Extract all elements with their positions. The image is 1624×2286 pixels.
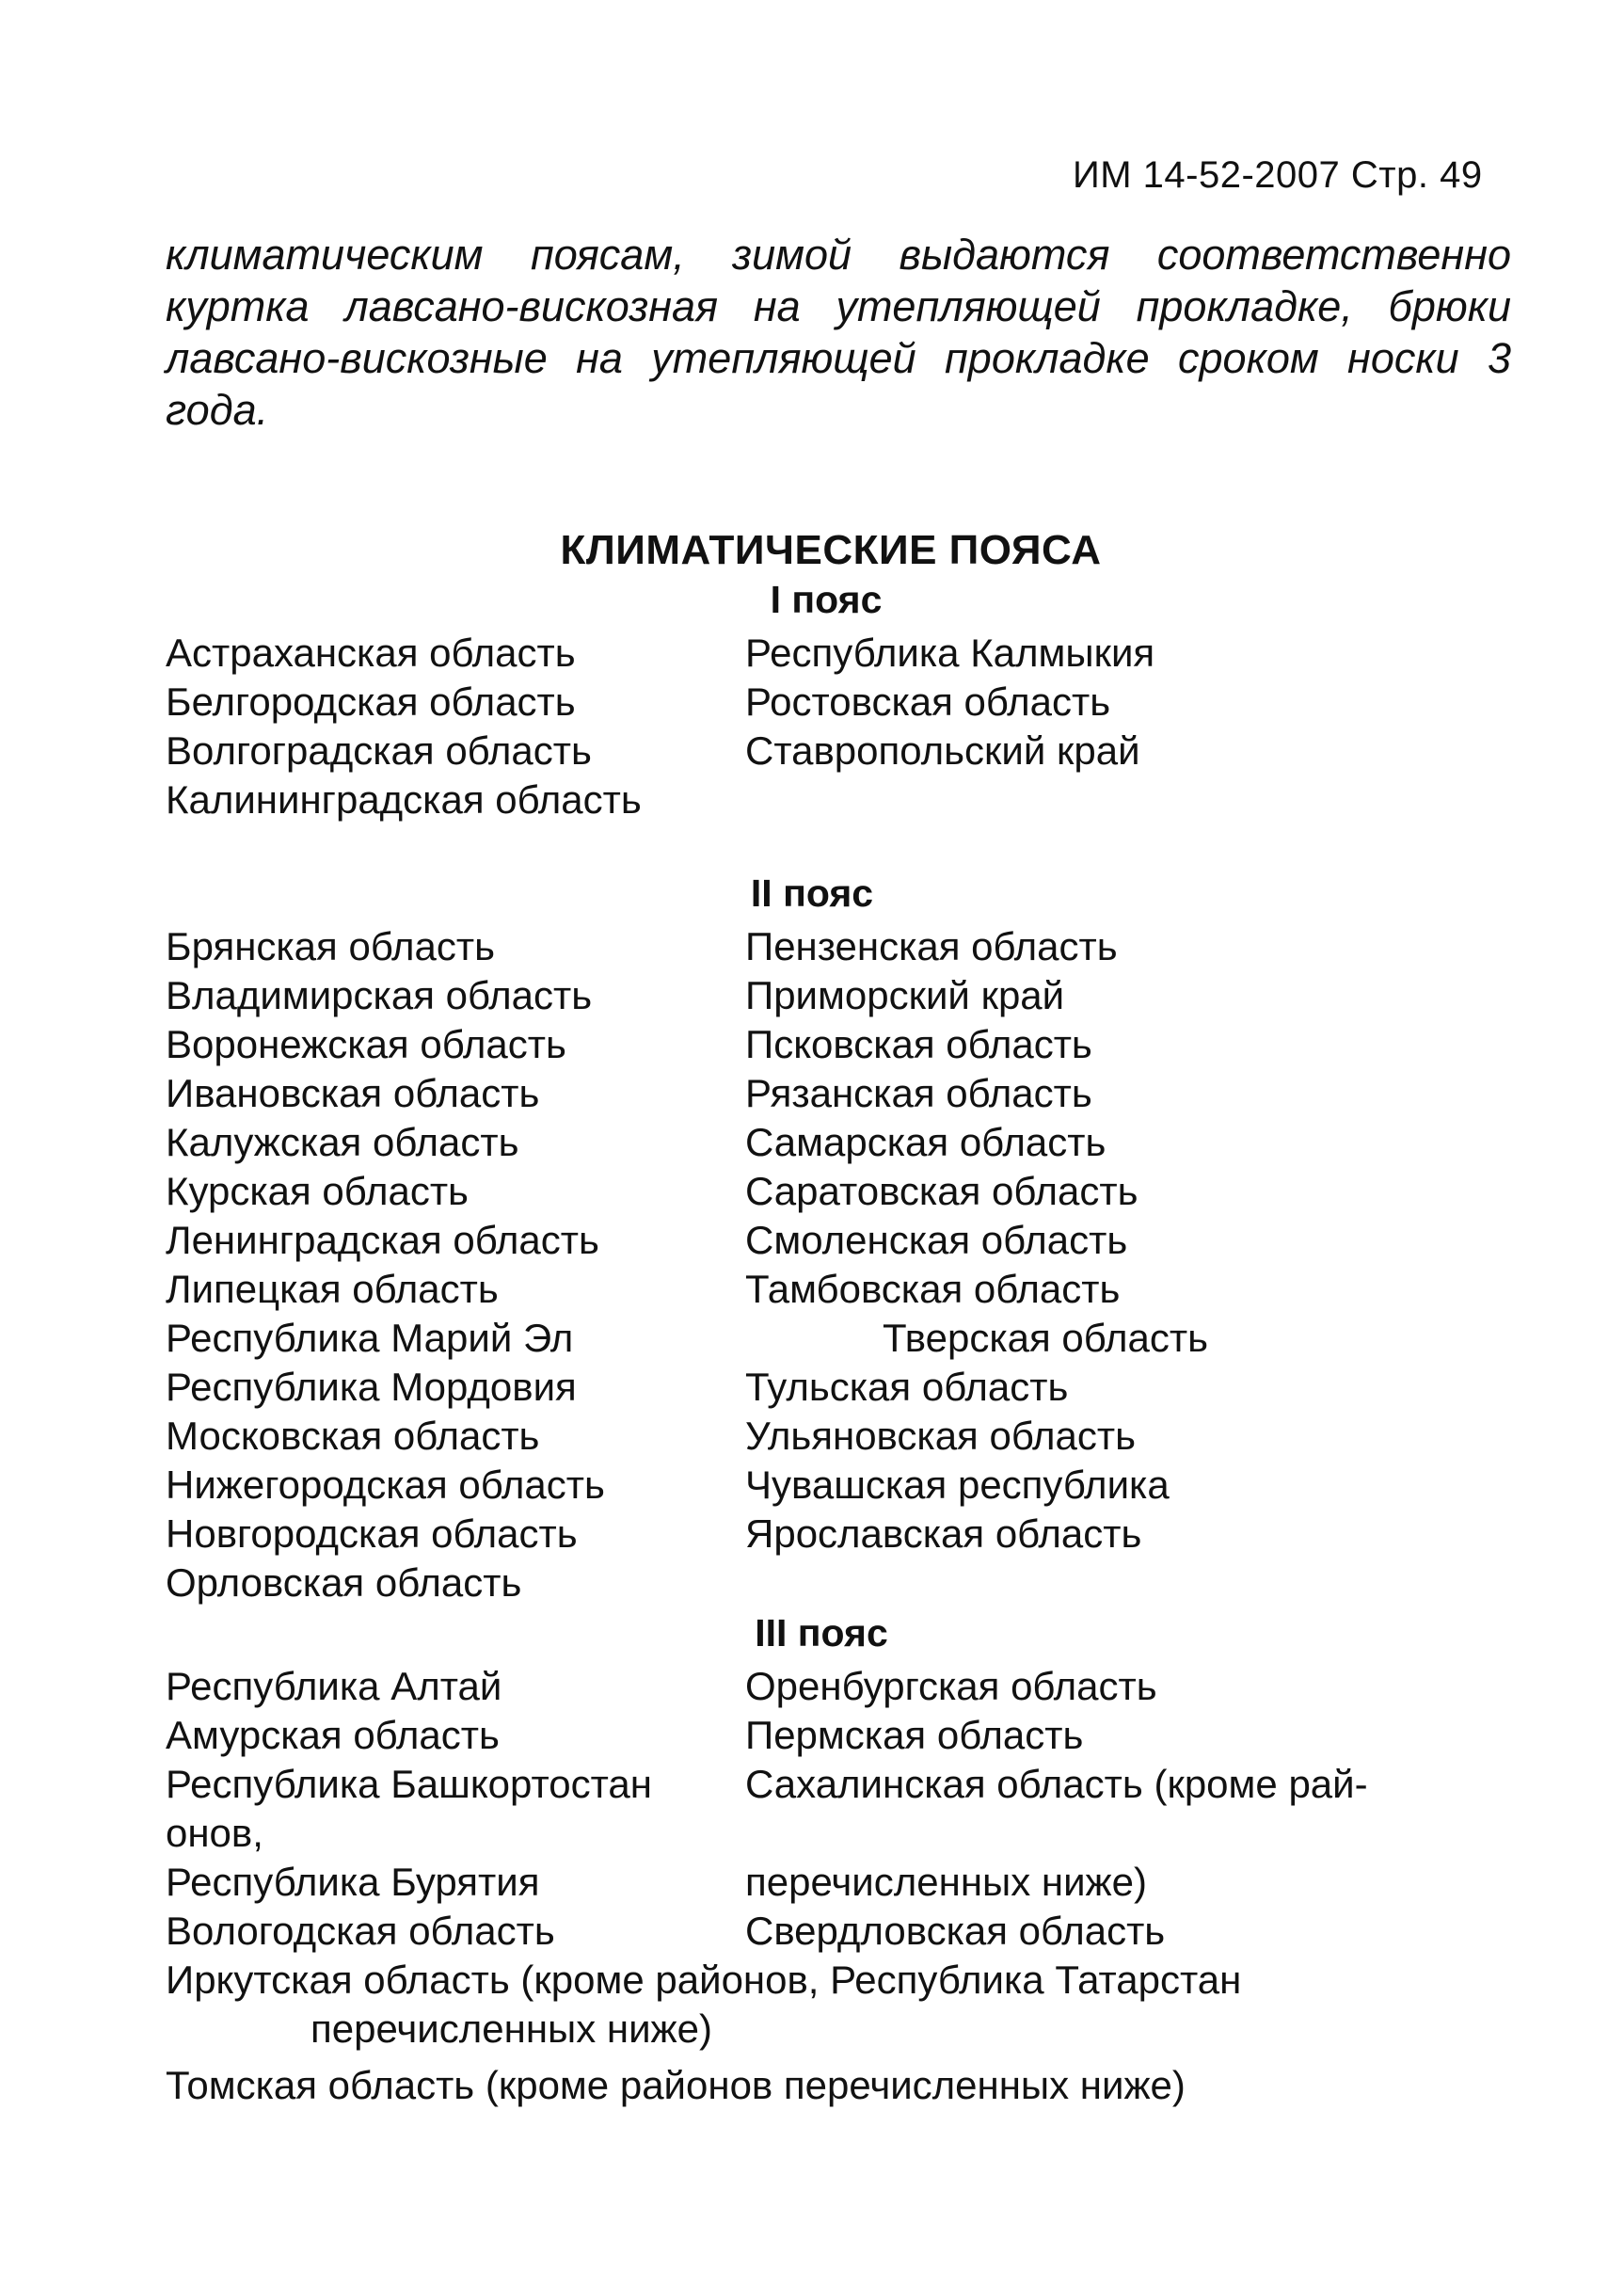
belt-2-region-right: Ярославская область (745, 1511, 1142, 1556)
section-title: КЛИМАТИЧЕСКИЕ ПОЯСА (560, 527, 1102, 573)
page-header: ИМ 14-52-2007 Стр. 49 (1073, 154, 1483, 196)
belt-2-region-right: Рязанская область (745, 1071, 1092, 1115)
intro-line: года. (166, 386, 269, 434)
belt-2-region-right: Самарская область (745, 1120, 1107, 1164)
belt-1-region-right: Ростовская область (745, 679, 1111, 724)
belt-1-region-left: Белгородская область (166, 679, 576, 724)
belt-3-region-left: Республика Алтай (166, 1664, 502, 1708)
belt-2-region-left: Курская область (166, 1169, 469, 1213)
belt-2-region-right: Саратовская область (745, 1169, 1138, 1213)
belt-3-region-left: Амурская область (166, 1713, 500, 1757)
belt-2-region-left: Московская область (166, 1414, 540, 1458)
belt-3-region-right: Свердловская область (745, 1909, 1166, 1953)
belt-2-region-right: Ульяновская область (745, 1414, 1136, 1458)
belt-1-region-left: Волгоградская область (166, 728, 592, 773)
belt-2-region-left: Воронежская область (166, 1022, 566, 1066)
belt-3-region-left: Республика Бурятия (166, 1860, 540, 1904)
belt-2-region-right: Тамбовская область (745, 1267, 1121, 1311)
belt-2-region-left: Орловская область (166, 1560, 522, 1605)
belt-2-region-right: Пензенская область (745, 924, 1118, 968)
belt-1-region-left: Астраханская область (166, 631, 576, 675)
belt-2-region-left: Липецкая область (166, 1267, 499, 1311)
belt-3-region-right: Сахалинская область (кроме рай- (745, 1762, 1368, 1806)
belt-2-region-right: Тульская область (745, 1365, 1069, 1409)
belt-2-region-left: Республика Мордовия (166, 1365, 577, 1409)
belt-2-region-right: Тверская область (883, 1316, 1208, 1360)
belt-2-region-left: Калужская область (166, 1120, 519, 1164)
belt-1-heading: I пояс (770, 578, 883, 621)
belt-2-region-right: Смоленская область (745, 1218, 1128, 1262)
intro-line: куртка лавсано-вискозная на утепляющей прокладке, брюки (166, 282, 1511, 330)
belt-2-heading: II пояс (750, 871, 874, 915)
belt-3-region-left: онов, (166, 1811, 263, 1855)
belt-2-region-left: Ивановская область (166, 1071, 540, 1115)
belt-1-region-right: Ставропольский край (745, 728, 1140, 773)
belt-3-heading: III пояс (755, 1611, 888, 1655)
belt-2-region-left: Брянская область (166, 924, 495, 968)
belt-2-region-left: Нижегородская область (166, 1463, 605, 1507)
belt-3-region-left: Республика Башкортостан (166, 1762, 652, 1806)
intro-line: климатическим поясам, зимой выдаются соответственно (166, 231, 1511, 279)
belt-2-region-left: Республика Марий Эл (166, 1316, 574, 1360)
intro-paragraph (166, 229, 1511, 436)
belt-2-region-left: Ленинградская область (166, 1218, 599, 1262)
belt-3-region-left: Вологодская область (166, 1909, 555, 1953)
belt-3-tomsk-line: Томская область (кроме районов перечисленных ниже) (166, 2063, 1186, 2107)
intro-line: лавсано-вискозные на утепляющей прокладке сроком носки 3 (166, 334, 1511, 382)
belt-2-region-left: Новгородская область (166, 1511, 578, 1556)
belt-2-region-right: Псковская область (745, 1022, 1092, 1066)
belt-2-region-left: Владимирская область (166, 973, 593, 1017)
belt-3-irkutsk-line: Иркутская область (кроме районов, Республика Татарстан (166, 1958, 1242, 2002)
belt-3-region-right: перечисленных ниже) (745, 1860, 1147, 1904)
belt-1-region-right: Республика Калмыкия (745, 631, 1155, 675)
belt-3-region-right: Оренбургская область (745, 1664, 1157, 1708)
belt-2-region-right: Чувашская республика (745, 1463, 1170, 1507)
belt-1-region-left: Калининградская область (166, 777, 642, 822)
belt-2-region-right: Приморский край (745, 973, 1065, 1017)
belt-3-region-right: Пермская область (745, 1713, 1084, 1757)
belt-3-irkutsk-line: перечисленных ниже) (310, 2006, 712, 2051)
